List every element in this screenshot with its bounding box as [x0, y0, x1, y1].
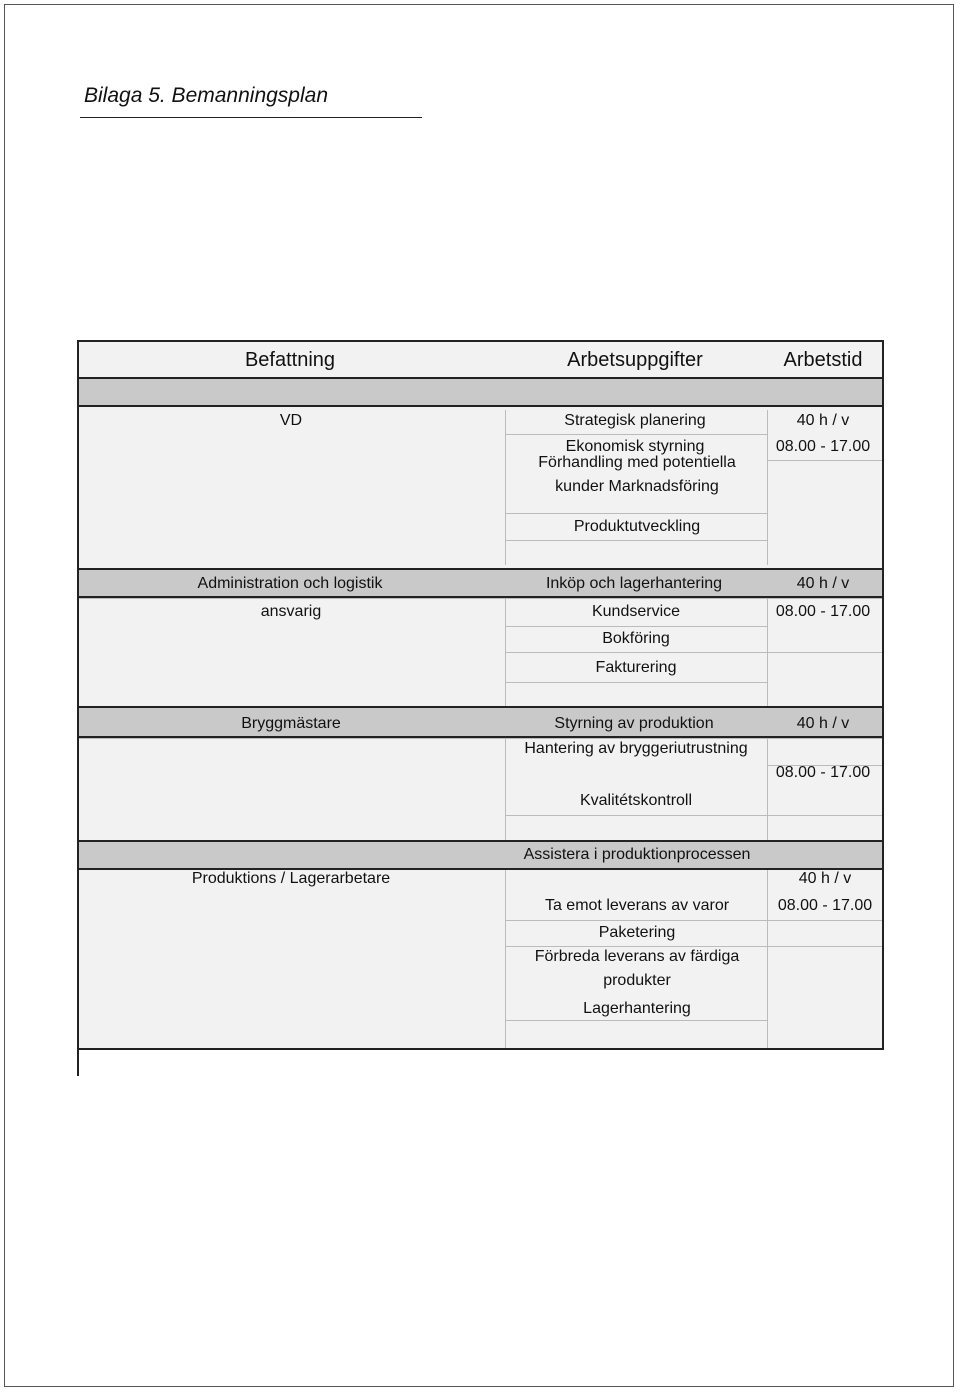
staffing-table — [77, 340, 884, 1050]
grid-line — [767, 598, 768, 706]
hours-per-week: 40 h / v — [796, 715, 850, 732]
header-hours: Arbetstid — [783, 349, 863, 371]
hours-span: 08.00 - 17.00 — [775, 764, 871, 781]
position-brewmaster: Bryggmästare — [241, 715, 341, 732]
task-item: Kundservice — [591, 603, 681, 620]
hours-span: 08.00 - 17.00 — [775, 438, 871, 455]
grid-line — [505, 815, 882, 816]
task-item: Strategisk planering — [564, 412, 706, 429]
header-tasks: Arbetsuppgifter — [567, 349, 703, 371]
task-item: Ta emot leverans av varor — [544, 897, 730, 914]
task-item: Ekonomisk styrning — [565, 438, 705, 455]
grid-line — [767, 870, 768, 1048]
grid-line — [505, 682, 767, 683]
task-item: Fakturering — [595, 659, 677, 676]
grid-line — [505, 738, 506, 840]
hours-span: 08.00 - 17.00 — [775, 603, 871, 620]
row-band-brew — [79, 706, 882, 738]
grid-line — [505, 1020, 767, 1021]
grid-line — [79, 738, 882, 739]
grid-line — [505, 870, 506, 1048]
grid-line — [505, 434, 767, 435]
grid-line — [767, 460, 882, 461]
hours-span: 08.00 - 17.00 — [777, 897, 873, 914]
task-item: Hantering av bryggeriutrustning — [524, 740, 748, 757]
task-item: Produktutveckling — [573, 518, 701, 535]
grid-line — [505, 652, 882, 653]
position-production: Produktions / Lagerarbetare — [191, 870, 391, 887]
task-item: Förhandling med potentiella kunder Marknadsföring — [538, 454, 736, 495]
grid-line — [505, 513, 767, 514]
task-item: Inköp och lagerhantering — [545, 575, 723, 592]
position-admin: Administration och logistik — [197, 575, 383, 592]
hours-per-week: 40 h / v — [798, 870, 852, 887]
title-underline — [80, 117, 422, 118]
header-band — [79, 377, 882, 407]
task-item: Lagerhantering — [583, 1000, 691, 1017]
grid-line — [505, 598, 506, 706]
grid-line — [767, 410, 768, 565]
task-item: Kvalitétskontroll — [579, 792, 693, 809]
header-position: Befattning — [244, 349, 336, 371]
position-vd: VD — [279, 412, 303, 429]
table-left-tail — [77, 1048, 79, 1076]
task-item: Assistera i produktionprocessen — [523, 846, 751, 863]
hours-per-week: 40 h / v — [796, 412, 850, 429]
grid-line — [767, 738, 768, 840]
task-item: Styrning av produktion — [554, 715, 714, 732]
hours-per-week: 40 h / v — [796, 575, 850, 592]
grid-line — [505, 540, 767, 541]
row-band-prod — [79, 840, 882, 870]
grid-line — [505, 920, 882, 921]
task-item: Bokföring — [602, 630, 670, 647]
task-item: Förbreda leverans av färdiga produkter — [534, 948, 740, 989]
grid-line — [79, 598, 882, 599]
grid-line — [505, 626, 767, 627]
task-item: Paketering — [598, 924, 676, 941]
grid-line — [505, 410, 506, 565]
position-admin-line2: ansvarig — [260, 603, 322, 620]
document-title: Bilaga 5. Bemanningsplan — [84, 84, 329, 107]
